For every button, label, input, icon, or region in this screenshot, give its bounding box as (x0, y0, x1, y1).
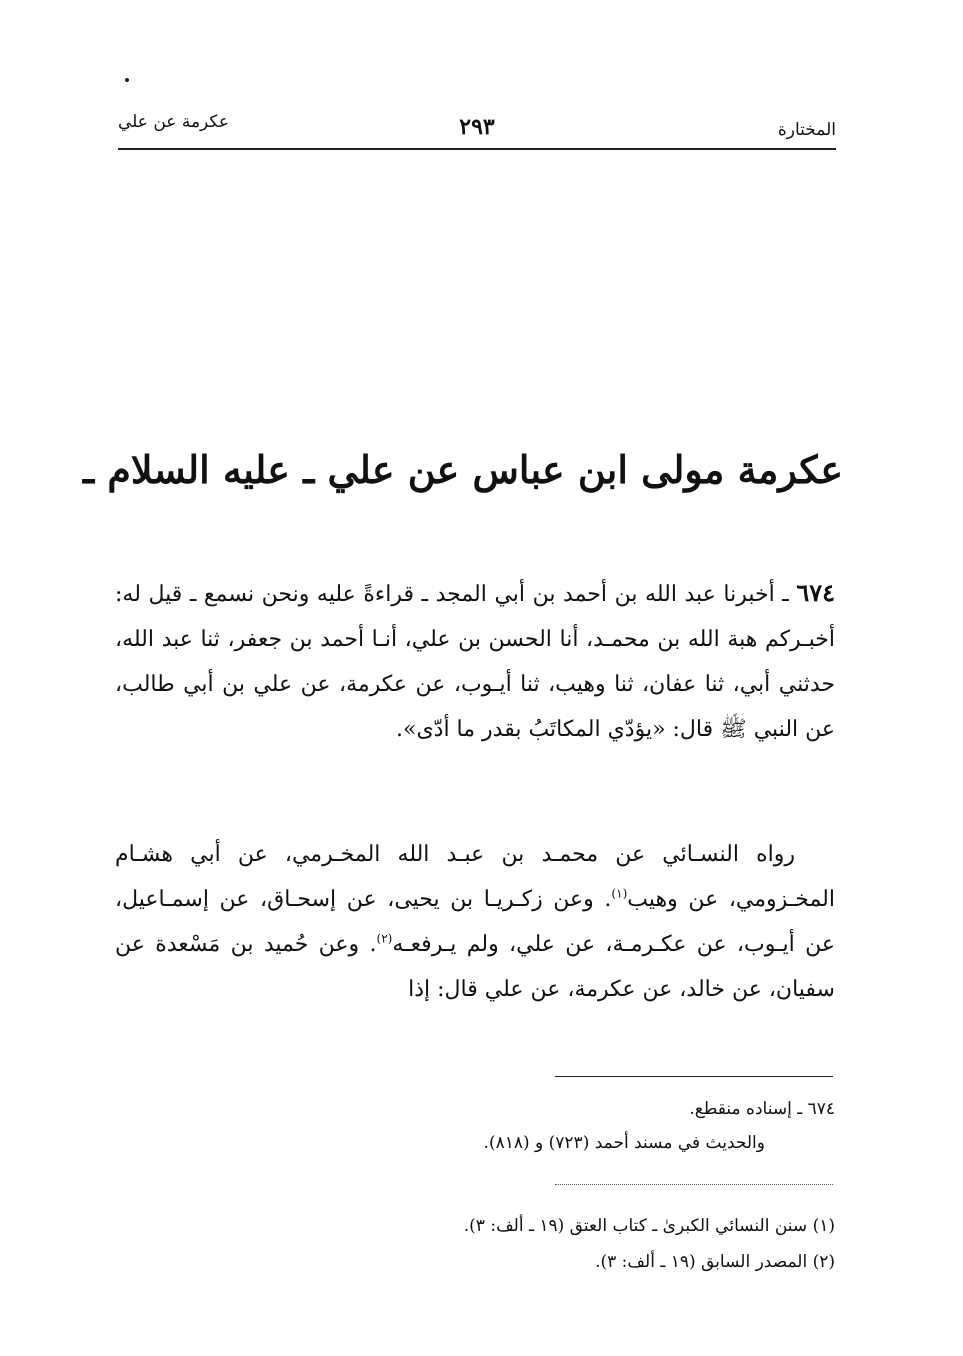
page-number: ٢٩٣ (459, 114, 495, 140)
footnote-ref-2: (٢) (376, 931, 393, 946)
hadith-paragraph (115, 570, 835, 752)
book-title: المختارة (777, 120, 836, 140)
hadith-number: ٦٧٤ (796, 578, 835, 607)
section-title: عكرمة عن علي (118, 112, 229, 132)
dotted-separator (555, 1184, 833, 1185)
running-header (118, 112, 836, 150)
narration-paragraph (115, 832, 835, 1012)
grading-line-1: ٦٧٤ ـ إسناده منقطع. (689, 1099, 835, 1119)
footnote-1: (١) سنن النسائي الكبرىٰ ـ كتاب العتق (١٩ ـ ألف: ٣). (463, 1216, 835, 1236)
chapter-title: عكرمة مولى ابن عباس عن علي ـ عليه السلام ـ (83, 447, 843, 492)
footnote-2: (٢) المصدر السابق (١٩ ـ ألف: ٣). (595, 1252, 835, 1272)
hadith-text: ـ أخبرنا عبد الله بن أحمد بن أبي المجد ـ قراءةً عليه ونحن نسمع ـ قيل له: أخبـركم هبة الله بن محمـد، أنا الحسن بن علي، أنـا أحمد بن جعفر، ثنا عبد الله، حدثني أبي، ثنا عفان، ثنا وهيب، ثنا أيـوب، عن عكرمة، عن علي بن أبي طالب، عن النبي ﷺ قال: «يؤدّي المكاتَبُ بقدر ما أدّى». (115, 582, 835, 742)
stray-dot (125, 78, 129, 82)
footnote-ref-1: (١) (611, 886, 628, 901)
grading-note (300, 1092, 835, 1160)
narration-part-1: رواه النسـائي عن محمـد بن عبـد الله المخـرمي، عن أبي هشـام المخـزومي، عن وهيب (115, 842, 835, 912)
narration-part-3: . وعن حُميد بن مَسْعدة عن سفيان، عن خالد، عن عكرمة، عن علي قال: إذا (115, 932, 835, 1002)
grading-line-2: والحديث في مسند أحمد (٧٢٣) و (٨١٨). (483, 1133, 765, 1153)
footnotes (300, 1208, 835, 1280)
narration-part-2: . وعن زكـريـا بن يحيى، عن إسحـاق، عن إسمـاعيل، عن أيـوب، عن عكـرمـة، عن علي، ولم يـرفعـه (115, 887, 835, 957)
footnote-separator (555, 1076, 833, 1077)
